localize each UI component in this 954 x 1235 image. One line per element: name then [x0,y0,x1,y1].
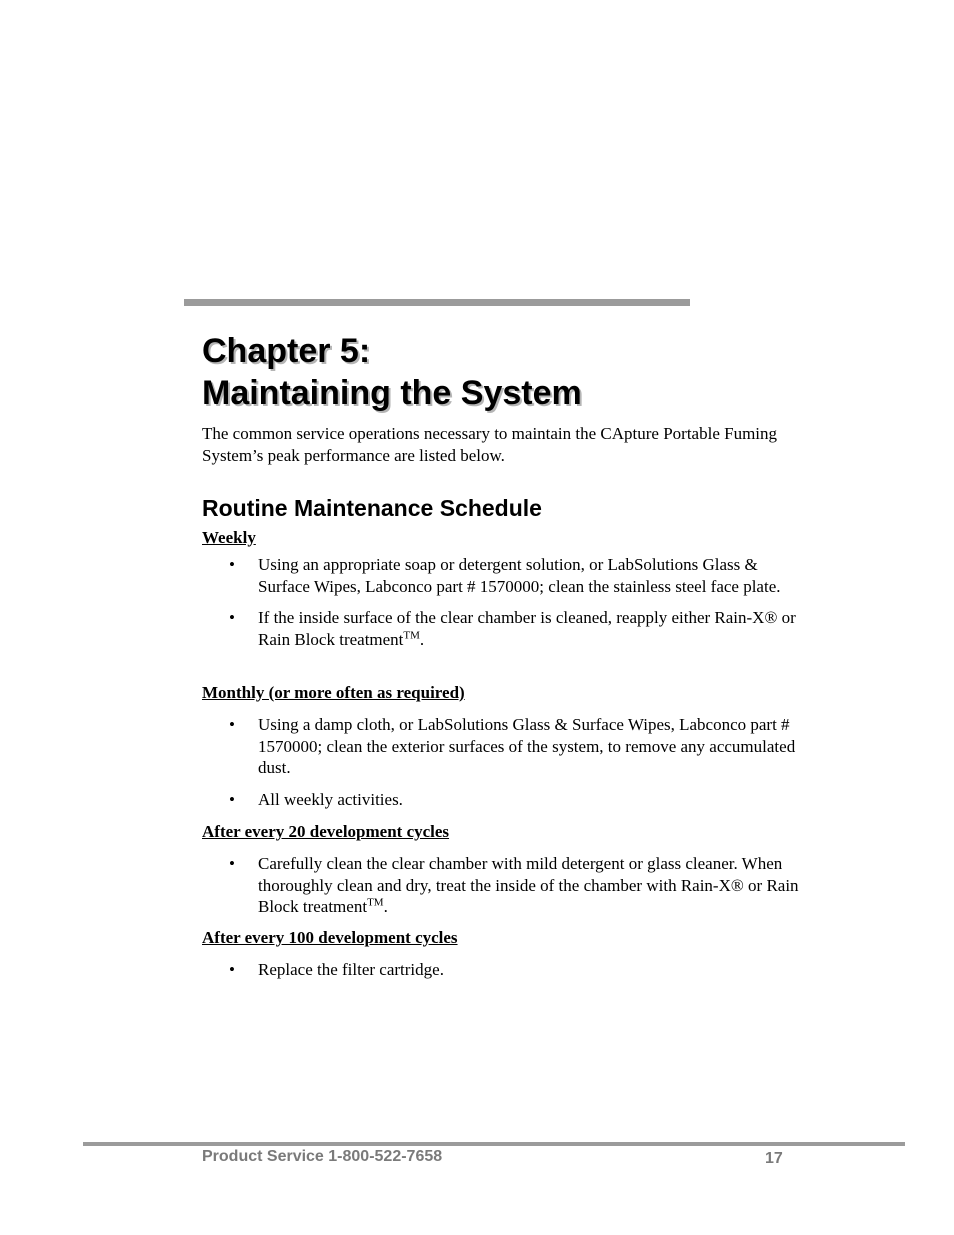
list-item-text: Carefully clean the clear chamber with mild detergent or glass cleaner. When thoroughly clean and dry, treat the inside of the chamber with Rain-X® or Rain Block treatment [258,854,799,916]
list-item-text: Using an appropriate soap or detergent solution, or LabSolutions Glass & Surface Wipes, Labconco part # 1570000; clean the stainless steel face plate. [258,555,781,596]
bullet-icon: • [229,555,235,574]
list-item [202,959,802,981]
section-heading: Routine Maintenance Schedule [202,495,542,521]
list-item [202,853,802,918]
list-item [202,789,802,811]
chapter-top-rule [184,299,690,306]
monthly-list [202,714,802,820]
list-item-punctuation: . [419,629,425,649]
list-item-text: If the inside surface of the clear chamber is cleaned, reapply either Rain-X® or Rain Block treatment [258,608,796,649]
monthly-heading: Monthly (or more often as required) [202,683,465,702]
list-item [202,554,802,597]
list-item-punctuation: . [383,897,388,916]
bullet-icon: • [229,960,235,979]
trademark-mark: TM [403,628,420,641]
chapter-number: Chapter 5: [202,332,371,370]
twenty-cycles-heading: After every 20 development cycles [202,822,450,841]
bullet-icon: • [229,608,235,627]
intro-paragraph: The common service operations necessary to maintain the CApture Portable Fuming System’s peak performance are listed below. [202,424,778,465]
weekly-heading: Weekly [202,528,256,547]
list-item-text: All weekly activities. [258,789,403,809]
page-number: 17 [765,1150,783,1167]
chapter-title [202,330,582,414]
footer-rule [83,1142,905,1146]
trademark-mark: TM [367,896,384,909]
list-item [202,714,802,779]
twenty-cycles-list [202,853,802,928]
weekly-list [202,554,802,660]
hundred-cycles-list [202,959,802,991]
bullet-icon: • [229,854,235,873]
footer-service-phone: Product Service 1-800-522-7658 [202,1148,443,1165]
bullet-icon: • [229,789,235,809]
hundred-cycles-heading: After every 100 development cycles [202,928,458,947]
list-item-text: Replace the filter cartridge. [258,960,444,979]
chapter-name: Maintaining the System [202,374,582,412]
bullet-icon: • [229,715,235,734]
list-item-text: Using a damp cloth, or LabSolutions Glass & Surface Wipes, Labconco part # 1570000; clean the exterior surfaces of the system, to remove any accumulated dust. [258,715,796,777]
list-item [202,607,802,650]
